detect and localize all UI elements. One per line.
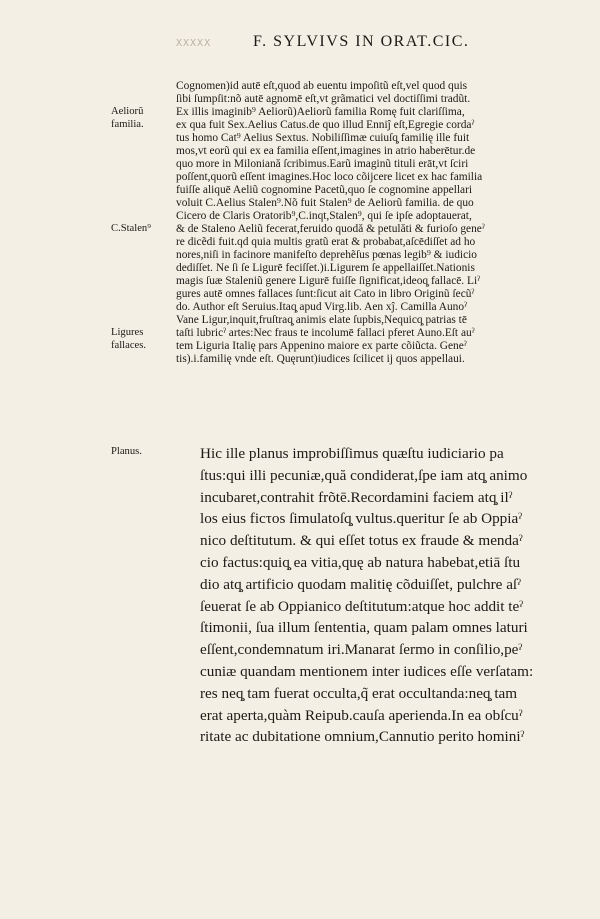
- commentary-line: poſſent,quorũ eſſent imagines.Hoc loco cõijcere licet ex hac familia: [176, 171, 483, 183]
- library-stamp: XXXXX: [176, 38, 212, 49]
- commentary-line: ſibi ſumpſit:nõ autē agnomē eſt,vt grãmatici vel doctiſſimi tradũt.: [176, 93, 471, 105]
- commentary-line: ex qua fuit Sex.Aelius Catus.de quo illud Enniĵ eſt,Egregie cordaˀ: [176, 119, 475, 131]
- oration-line: nico deſtitutum. & qui eſſet totus ex fraude & mendaˀ: [200, 532, 523, 550]
- commentary-line: tis).i.familię vnde eſt. Quęrunt)iudices ſcilicet ij quos appellaui.: [176, 353, 465, 365]
- oration-line: Hic ille planus improbiſſimus quæſtu iudiciario pa: [200, 445, 504, 462]
- oration-line: dio atq̧ artificio quodam malitię cõduiſſet, pulchre aſˀ: [200, 575, 521, 593]
- oration-line: ſtus:qui illi pecuniæ,quă condiderat,ſpe iam atq̧ animo: [200, 466, 528, 484]
- commentary-line: voluit C.Aelius Stalen⁹.Nõ fuit Stalen⁹ de Aeliorũ familia. de quo: [176, 197, 474, 209]
- oration-line: ſeuerat ſe ab Oppianico deſtitutum:atque hoc addit teˀ: [200, 597, 524, 615]
- margin-note-familia: familia.: [111, 119, 144, 130]
- oration-text-block: [200, 443, 600, 748]
- margin-note-stalen: C.Stalen⁹: [111, 223, 151, 234]
- oration-line: erat aperta,quàm Reipub.cauſa aperienda.In ea obſcuˀ: [200, 706, 523, 724]
- commentary-line: nores,niſi in facinore manifeſto deprehẽſus pœnas legib⁹ & iudicio: [176, 249, 477, 261]
- commentary-line: quo more in Miloniană ſcribimus.Earũ imaginũ tituli erāt,vt ſciri: [176, 158, 469, 170]
- commentary-line: taſti lubricˀ artes:Nec fraus te incolumē fallaci pferet Auno.Eſt auˀ: [176, 327, 475, 339]
- commentary-line: re dicẽdi fuit.qd quia multis gratũ erat & probabat,aſcēdiſſet ad ho: [176, 236, 476, 248]
- oration-line: ſtimonii, ſua illum ſententia, quam palam omnes laturi: [200, 619, 528, 637]
- commentary-line: dediſſet. Ne ſi ſe Ligurē feciſſet.)i.Ligurem ſe appellaiſſet.Nationis: [176, 262, 475, 274]
- oration-line: los eius ficτos ſimulatoſq̧ vultus.queritur ſe ab Oppiaˀ: [200, 510, 523, 528]
- commentary-line: mos,vt eorũ qui ex ea familia eſſent,imagines in atrio haberētur.de: [176, 145, 476, 157]
- running-title: F. SYLVIVS IN ORAT.CIC.: [253, 33, 470, 50]
- commentary-line: magis ſuæ Staleniũ genere Ligurē fuiſſe ſignificat,ideoq̧ fallacē. Liˀ: [176, 275, 480, 287]
- oration-line: eſſent,condemnatum iri.Manarat ſermo in conſilio,peˀ: [200, 641, 523, 659]
- margin-note-fallaces: fallaces.: [111, 340, 146, 351]
- commentary-line: do. Author eſt Seruius.Itaq̧ apud Virg.lib. Aen xĵ. Camilla Aunoˀ: [176, 301, 467, 313]
- commentary-line: fuiſſe aliquē Aeliũ cognomine Pacetũ,quo ſe cognomine appellari: [176, 184, 473, 196]
- commentary-line: gures autē omnes fallaces ſunt:ſicut ait Cato in libro Originũ ſecũˀ: [176, 288, 475, 300]
- commentary-line: Ex illis imaginib⁹ Aeliorũ)Aeliorũ familia Romę fuit clariſſima,: [176, 106, 465, 118]
- commentary-line: tem Liguria Italię pars Appenino maiore ex parte cõiũcta. Geneˀ: [176, 340, 467, 352]
- oration-line: ritate ac dubitatione omnium,Cannutio perito hominiˀ: [200, 728, 525, 746]
- oration-line: cio factus:quiq̧ ea vitia,quę ab natura habebat,etiā ſtu: [200, 553, 521, 571]
- commentary-line: tus homo Cat⁹ Aelius Sextus. Nobiliſſimæ cuiuſq̧ familię ille fuit: [176, 132, 470, 144]
- margin-note-planus: Planus.: [111, 446, 142, 457]
- margin-note-aeliorum: Aeliorũ: [111, 106, 144, 117]
- oration-line: incubaret,contrahit frõtē.Recordamini faciem atq̧ ilˀ: [200, 488, 513, 506]
- commentary-block: [176, 80, 600, 366]
- oration-line: res neq̧ tam fuerat occulta,q̃ erat occultanda:neq̧ tam: [200, 684, 518, 702]
- oration-line: cuniæ quandam mentionem inter iudices eſſe verſatam:: [200, 662, 534, 680]
- commentary-line: Vane Ligur,inquit,fruſtraq̧ animis elate ſupbis,Nequicq̧ patrias tē: [176, 314, 467, 326]
- commentary-line: Cicero de Claris Oratorib⁹,C.inqt,Stalen⁹, qui ſe ipſe adoptauerat,: [176, 210, 472, 222]
- commentary-line: & de Staleno Aeliũ fecerat,feruido quodă & petulăti & furioſo geneˀ: [176, 223, 485, 235]
- commentary-line: Cognomen)id autē eſt,quod ab euentu impoſitũ eſt,vel quod quis: [176, 80, 468, 92]
- margin-note-ligures: Ligures: [111, 327, 144, 338]
